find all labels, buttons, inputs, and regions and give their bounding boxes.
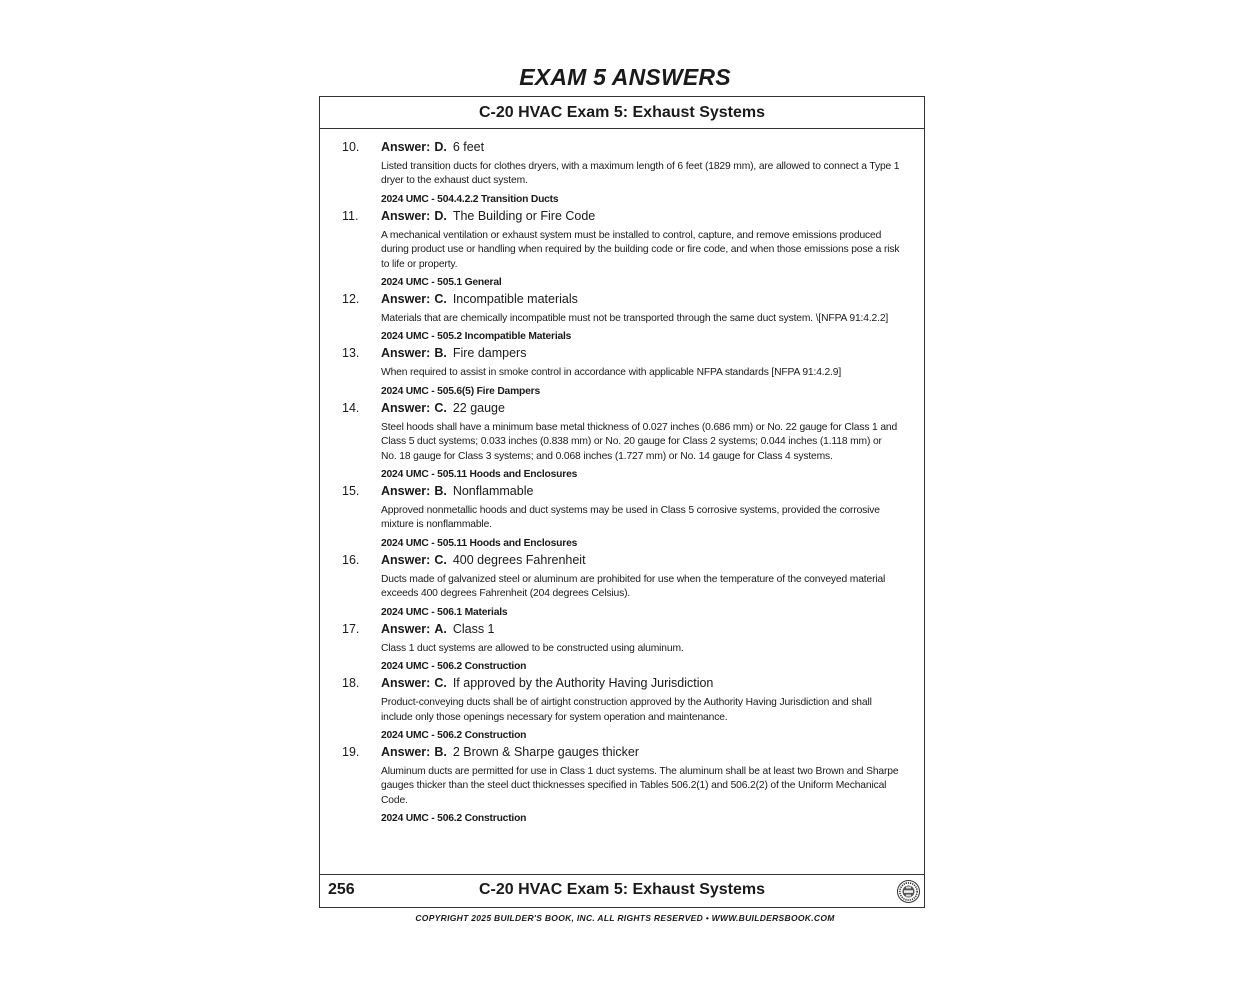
answer-line xyxy=(381,138,900,156)
answer-explanation: A mechanical ventilation or exhaust system must be installed to control, capture, and remove emissions produced during product use or handling when required by the building code or fire code, and when those emissions pose a risk to life or property. xyxy=(381,229,900,270)
answer-line xyxy=(381,620,900,638)
answer-line xyxy=(381,743,900,761)
answer-item xyxy=(320,482,924,551)
answer-line xyxy=(381,290,900,308)
answer-letter: B. xyxy=(434,744,447,759)
question-number: 14. xyxy=(342,400,360,415)
code-reference: 2024 UMC - 506.2 Construction xyxy=(381,729,527,741)
answer-label: Answer: xyxy=(381,676,431,691)
answer-explanation: Product-conveying ducts shall be of airtight construction approved by the Authority Having Jurisdiction and shall include only those openings necessary for system operation and maintenance. xyxy=(381,697,872,723)
answer-label: Answer: xyxy=(381,621,431,636)
answer-label: Answer: xyxy=(381,292,431,307)
answer-letter: B. xyxy=(434,346,447,361)
answer-letter: B. xyxy=(434,484,447,499)
code-reference: 2024 UMC - 505.2 Incompatible Materials xyxy=(381,331,572,343)
page-number: 256 xyxy=(328,881,355,898)
question-number: 15. xyxy=(342,484,360,499)
answer-item xyxy=(320,551,924,620)
answer-text: Nonflammable xyxy=(452,484,534,499)
answer-line xyxy=(381,482,900,500)
answer-label: Answer: xyxy=(381,346,431,361)
answer-label: Answer: xyxy=(381,208,431,223)
footer-title: C-20 HVAC Exam 5: Exhaust Systems xyxy=(478,881,766,898)
answer-explanation: Listed transition ducts for clothes dryers, with a maximum length of 6 feet (1829 mm), are allowed to connect a Type 1 dryer to the exhaust duct system. xyxy=(381,161,900,187)
question-number: 11. xyxy=(342,208,359,223)
answer-item xyxy=(320,290,924,344)
answer-line xyxy=(381,674,900,692)
answer-item xyxy=(320,743,924,826)
code-reference: 2024 UMC - 505.6(5) Fire Dampers xyxy=(381,385,540,397)
answer-label: Answer: xyxy=(381,484,431,499)
answer-page-frame xyxy=(319,96,925,908)
answer-text: 400 degrees Fahrenheit xyxy=(452,552,586,567)
answer-explanation: Steel hoods shall have a minimum base metal thickness of 0.027 inches (0.686 mm) or No. 22 gauge for Class 1 and Class 5 duct systems; 0.033 inches (0.838 mm) or No. 20 gauge for Class 2 systems; 0.044 inches (1.118 mm) or No. 18 gauge for Class 3 systems; and 0.068 inches (1.727 mm) or No. 14 gauge for Class 4 systems. xyxy=(381,421,898,462)
builders-book-seal-icon xyxy=(897,880,920,903)
answer-line xyxy=(381,551,900,569)
answer-label: Answer: xyxy=(381,552,431,567)
answer-text: The Building or Fire Code xyxy=(452,208,596,223)
answer-letter: C. xyxy=(434,676,447,691)
code-reference: 2024 UMC - 506.2 Construction xyxy=(381,813,527,825)
answer-letter: D. xyxy=(434,140,447,154)
page-footer xyxy=(320,874,924,907)
answer-explanation: Aluminum ducts are permitted for use in Class 1 duct systems. The aluminum shall be at least two Brown and Sharpe gauges thicker than the steel duct thicknesses specified in Tables 506.2(1) and 506.2(2) of the Uniform Mechanical Code. xyxy=(381,765,899,806)
code-reference: 2024 UMC - 506.2 Construction xyxy=(381,661,527,673)
code-reference: 2024 UMC - 505.11 Hoods and Enclosures xyxy=(381,469,578,481)
answer-text: Fire dampers xyxy=(452,346,527,361)
answer-text: If approved by the Authority Having Jurisdiction xyxy=(452,676,714,691)
code-reference: 2024 UMC - 504.4.2.2 Transition Ducts xyxy=(381,193,559,205)
question-number: 19. xyxy=(342,744,360,759)
answer-text: 6 feet xyxy=(452,140,485,154)
question-number: 16. xyxy=(342,552,360,567)
answer-letter: C. xyxy=(434,400,447,415)
answer-text: Class 1 xyxy=(452,621,495,636)
question-number: 17. xyxy=(342,621,360,636)
answer-item xyxy=(320,344,924,398)
answers-list xyxy=(320,138,924,826)
header-title: C-20 HVAC Exam 5: Exhaust Systems xyxy=(320,97,924,129)
answer-letter: C. xyxy=(434,292,447,307)
question-number: 13. xyxy=(342,346,360,361)
answer-explanation: Approved nonmetallic hoods and duct systems may be used in Class 5 corrosive systems, provided the corrosive mixture is nonflammable. xyxy=(381,505,880,531)
answer-explanation: When required to assist in smoke control in accordance with applicable NFPA standards [NFPA 91:4.2.9] xyxy=(381,367,842,379)
copyright-notice: COPYRIGHT 2025 BUILDER'S BOOK, INC. ALL RIGHTS RESERVED • WWW.BUILDERSBOOK.COM xyxy=(415,913,835,923)
answer-text: 2 Brown & Sharpe gauges thicker xyxy=(452,744,640,759)
answer-line xyxy=(381,344,900,362)
code-reference: 2024 UMC - 505.11 Hoods and Enclosures xyxy=(381,537,578,549)
answer-explanation: Materials that are chemically incompatible must not be transported through the same duct system. \[NFPA 91:4.2.2] xyxy=(381,313,889,325)
answer-label: Answer: xyxy=(381,744,431,759)
answer-explanation: Ducts made of galvanized steel or aluminum are prohibited for use when the temperature of the conveyed material exceeds 400 degrees Fahrenheit (204 degrees Celsius). xyxy=(381,573,886,600)
answer-item xyxy=(320,399,924,482)
answer-line xyxy=(381,207,900,225)
answer-explanation: Class 1 duct systems are allowed to be constructed using aluminum. xyxy=(381,642,684,654)
answer-line xyxy=(381,399,900,417)
question-number: 10. xyxy=(342,140,360,154)
answer-item xyxy=(320,207,924,290)
answer-text: Incompatible materials xyxy=(452,292,578,307)
page-heading: EXAM 5 ANSWERS xyxy=(519,64,731,90)
answer-letter: D. xyxy=(434,208,447,223)
question-number: 18. xyxy=(342,676,360,691)
code-reference: 2024 UMC - 505.1 General xyxy=(381,277,502,289)
answer-label: Answer: xyxy=(381,400,431,415)
answer-letter: C. xyxy=(434,552,447,567)
answer-letter: A. xyxy=(434,621,447,636)
answer-item xyxy=(320,620,924,674)
code-reference: 2024 UMC - 506.1 Materials xyxy=(381,606,508,618)
answer-text: 22 gauge xyxy=(452,400,505,415)
answer-label: Answer: xyxy=(381,140,431,154)
question-number: 12. xyxy=(342,292,360,307)
answer-item xyxy=(320,674,924,743)
answer-item xyxy=(320,138,924,207)
